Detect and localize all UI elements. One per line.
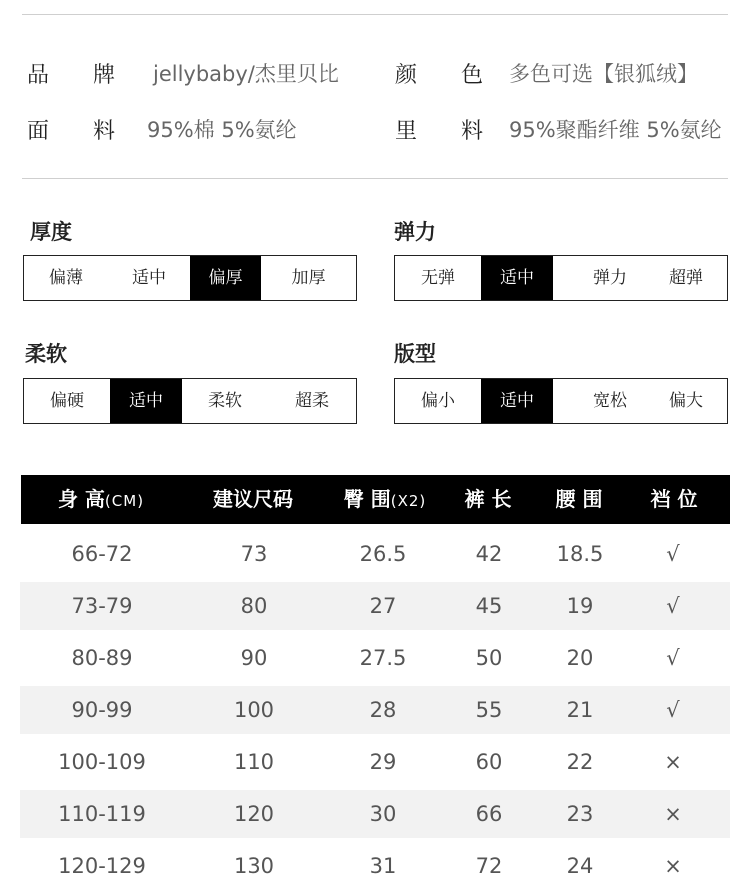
table-cell: 73-79 bbox=[71, 594, 133, 618]
thickness-option[interactable]: 偏薄 bbox=[49, 268, 83, 288]
table-cell: 42 bbox=[475, 542, 503, 566]
elasticity-title: 弹力 bbox=[394, 220, 436, 244]
table-row bbox=[20, 686, 730, 734]
table-cell: 27.5 bbox=[359, 646, 407, 670]
table-cell: 19 bbox=[566, 594, 594, 618]
table-row bbox=[20, 582, 730, 630]
table-cell: 29 bbox=[369, 750, 397, 774]
softness-option[interactable]: 超柔 bbox=[295, 391, 329, 411]
table-cell: 28 bbox=[369, 698, 397, 722]
table-cell: 120-129 bbox=[58, 854, 146, 878]
table-row bbox=[20, 842, 730, 890]
color-label: 颜 色 bbox=[395, 63, 484, 88]
table-cell: 80 bbox=[240, 594, 268, 618]
fabric-label: 面 料 bbox=[27, 119, 116, 144]
elasticity-option[interactable]: 无弹 bbox=[421, 268, 455, 288]
thickness-selector bbox=[23, 255, 357, 301]
softness-selector bbox=[23, 378, 357, 424]
table-cell: √ bbox=[666, 646, 680, 670]
table-cell: 73 bbox=[240, 542, 268, 566]
fabric-value: 95%棉 5%氨纶 bbox=[147, 118, 297, 142]
fit-selector bbox=[394, 378, 728, 424]
table-cell: 22 bbox=[566, 750, 594, 774]
table-cell: 110-119 bbox=[58, 802, 146, 826]
table-cell: 110 bbox=[233, 750, 275, 774]
lining-value: 95%聚酯纤维 5%氨纶 bbox=[509, 118, 722, 142]
table-row bbox=[20, 738, 730, 786]
fit-option[interactable]: 偏小 bbox=[421, 391, 455, 411]
thickness-title: 厚度 bbox=[30, 220, 72, 244]
softness-option[interactable]: 柔软 bbox=[208, 391, 242, 411]
size-table-header bbox=[21, 475, 730, 524]
lining-label: 里 料 bbox=[395, 119, 484, 144]
brand-value: jellybaby/杰里贝比 bbox=[153, 62, 339, 86]
brand-label: 品 牌 bbox=[27, 63, 116, 88]
softness-title: 柔软 bbox=[25, 342, 67, 366]
table-cell: 66 bbox=[475, 802, 503, 826]
table-cell: 21 bbox=[566, 698, 594, 722]
table-cell: × bbox=[664, 802, 682, 826]
table-row bbox=[20, 530, 730, 578]
table-row bbox=[20, 634, 730, 682]
table-cell: 130 bbox=[233, 854, 275, 878]
header-pant-length: 裤 长 bbox=[464, 487, 512, 511]
table-cell: 31 bbox=[369, 854, 397, 878]
table-cell: 66-72 bbox=[71, 542, 133, 566]
softness-option[interactable]: 偏硬 bbox=[50, 391, 84, 411]
table-cell: 24 bbox=[566, 854, 594, 878]
thickness-option[interactable]: 适中 bbox=[132, 268, 166, 288]
table-cell: 27 bbox=[369, 594, 397, 618]
table-cell: 50 bbox=[475, 646, 503, 670]
table-cell: 30 bbox=[369, 802, 397, 826]
table-cell: × bbox=[664, 854, 682, 878]
elasticity-selector bbox=[394, 255, 728, 301]
header-size: 建议尺码 bbox=[213, 487, 293, 511]
fit-option[interactable]: 宽松 bbox=[593, 391, 627, 411]
table-cell: √ bbox=[666, 698, 680, 722]
table-cell: 45 bbox=[475, 594, 503, 618]
elasticity-option[interactable]: 超弹 bbox=[669, 268, 703, 288]
header-crotch: 裆 位 bbox=[650, 487, 698, 511]
table-cell: × bbox=[664, 750, 682, 774]
header-height: 身 高(CM) bbox=[57, 487, 145, 511]
fit-title: 版型 bbox=[394, 342, 436, 366]
table-cell: 72 bbox=[475, 854, 503, 878]
header-waist: 腰 围 bbox=[555, 487, 603, 511]
header-hip: 臀 围(X2) bbox=[343, 487, 427, 511]
elasticity-option-selected[interactable]: 适中 bbox=[481, 256, 553, 300]
table-cell: 18.5 bbox=[556, 542, 604, 566]
top-divider bbox=[22, 14, 728, 15]
spec-divider bbox=[22, 178, 728, 179]
table-cell: √ bbox=[666, 594, 680, 618]
table-row bbox=[20, 790, 730, 838]
table-cell: 100-109 bbox=[58, 750, 146, 774]
fit-option[interactable]: 偏大 bbox=[669, 391, 703, 411]
table-cell: 90-99 bbox=[71, 698, 133, 722]
thickness-option-selected[interactable]: 偏厚 bbox=[190, 256, 261, 300]
table-cell: √ bbox=[666, 542, 680, 566]
table-cell: 55 bbox=[475, 698, 503, 722]
softness-option-selected[interactable]: 适中 bbox=[110, 379, 182, 423]
table-cell: 26.5 bbox=[359, 542, 407, 566]
elasticity-option[interactable]: 弹力 bbox=[593, 268, 627, 288]
table-cell: 90 bbox=[240, 646, 268, 670]
fit-option-selected[interactable]: 适中 bbox=[481, 379, 553, 423]
thickness-option[interactable]: 加厚 bbox=[291, 268, 326, 288]
table-cell: 80-89 bbox=[71, 646, 133, 670]
table-cell: 100 bbox=[233, 698, 275, 722]
table-cell: 120 bbox=[233, 802, 275, 826]
table-cell: 23 bbox=[566, 802, 594, 826]
table-cell: 20 bbox=[566, 646, 594, 670]
color-value: 多色可选【银狐绒】 bbox=[509, 62, 698, 86]
table-cell: 60 bbox=[475, 750, 503, 774]
